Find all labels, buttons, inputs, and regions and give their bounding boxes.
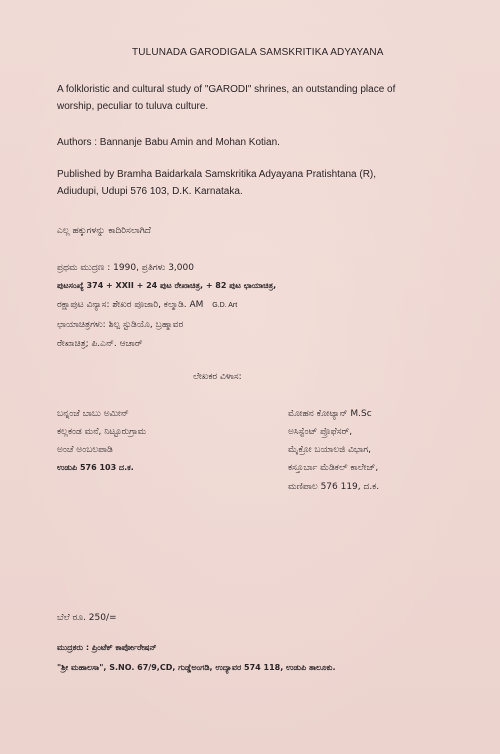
drawings-credit: ರೇಖಾಚಿತ್ರ; ಪಿ.ಎನ್. ಆಚಾರ್ bbox=[57, 339, 143, 349]
photos-credit: ಛಾಯಾಚಿತ್ರಗಳು: ಶಿಲ್ಪ ಸ್ಟುಡಿಯೊ, ಬ್ರಹ್ಮಾವರ bbox=[57, 320, 184, 330]
description-line-1: A folkloristic and cultural study of "GARODI" shrines, an outstanding place of bbox=[57, 84, 396, 95]
cover-design-credit bbox=[57, 300, 237, 311]
author-address-heading: ಲೇಖಕರ ವಿಳಾಸ: bbox=[193, 372, 242, 382]
printers-address: "ಶ್ರೀ ಮಹಾಲಸಾ", S.NO. 67/9,CD, ಗುಡ್ಡೆಅಂಗಡಿ, ಉದ್ಯಾವರ 574 118, ಉಡುಪಿ ತಾಲೂಕು. bbox=[57, 663, 336, 672]
author-2-city: ಮಣಿಪಾಲ 576 119, ದ.ಕ. bbox=[288, 482, 380, 492]
author-2-position: ಅಸಿಸ್ಟೆಂಟ್ ಪ್ರೊಫೆಸರ್, bbox=[288, 427, 353, 437]
description-line-2: worship, peculiar to tuluva culture. bbox=[57, 101, 209, 112]
cover-design-suffix: G.D. Art bbox=[212, 302, 238, 309]
author-1-name: ಬನ್ನಂಜೆ ಬಾಬು ಅಮೀನ್ bbox=[57, 409, 129, 419]
author-2-name: ಮೋಹನ ಕೋಟ್ಯಾನ್ M.Sc bbox=[288, 409, 372, 419]
printers-label: ಮುದ್ರಕರು : ಪ್ರಿಂಟೆಕ್ ಕಾರ್ಪೋರೇಷನ್ bbox=[57, 643, 157, 652]
publisher-line-1: Published by Bramha Baidarkala Samskritika Adyayana Pratishtana (R), bbox=[57, 169, 377, 180]
price: ಬೆಲೆ ರೂ. 250/= bbox=[57, 613, 117, 623]
rights-reserved: ಎಲ್ಲ ಹಕ್ಕುಗಳನ್ನು ಕಾದಿರಿಸಲಾಗಿದೆ bbox=[57, 226, 151, 236]
edition-info: ಪ್ರಥಮ ಮುದ್ರಣ : 1990, ಪ್ರತಿಗಳು 3,000 bbox=[57, 263, 194, 273]
publisher-line-2: Adiudupi, Udupi 576 103, D.K. Karnataka. bbox=[57, 186, 243, 197]
author-2-department: ಮೈಕ್ರೋ ಬಯಾಲಜಿ ವಿಭಾಗ, bbox=[288, 445, 371, 455]
author-2-college: ಕಸ್ತೂರ್ಬಾ ಮೆಡಿಕಲ್ ಕಾಲೇಜ್, bbox=[288, 463, 379, 473]
page-count-info: ಪುಟಸಂಖ್ಯೆ 374 + XXII + 24 ಪುಟ ರೇಖಾಚಿತ್ರ, + 82 ಪುಟ ಛಾಯಾಚಿತ್ರ, bbox=[57, 281, 277, 290]
author-1-city: ಉಡುಪಿ 576 103 ದ.ಕ. bbox=[57, 463, 134, 472]
book-title: TULUNADA GARODIGALA SAMSKRITIKA ADYAYANA bbox=[132, 47, 384, 58]
authors-line: Authors : Bannanje Babu Amin and Mohan Kotian. bbox=[57, 137, 280, 148]
author-1-post: ಅಂಚೆ ಅಂಬಲಪಾಡಿ bbox=[57, 445, 113, 455]
author-1-house: ಕಲ್ಲಕಂಡ ಮನೆ, ನಿಟ್ಟೂರುಗ್ರಾಮ bbox=[57, 427, 147, 437]
cover-design-text: ರಕ್ಷಾಪುಟ ವಿನ್ಯಾಸ: ಶೇಖರ ಪೂಜಾರಿ, ಕಲ್ಮಾಡಿ. AM bbox=[57, 300, 204, 310]
